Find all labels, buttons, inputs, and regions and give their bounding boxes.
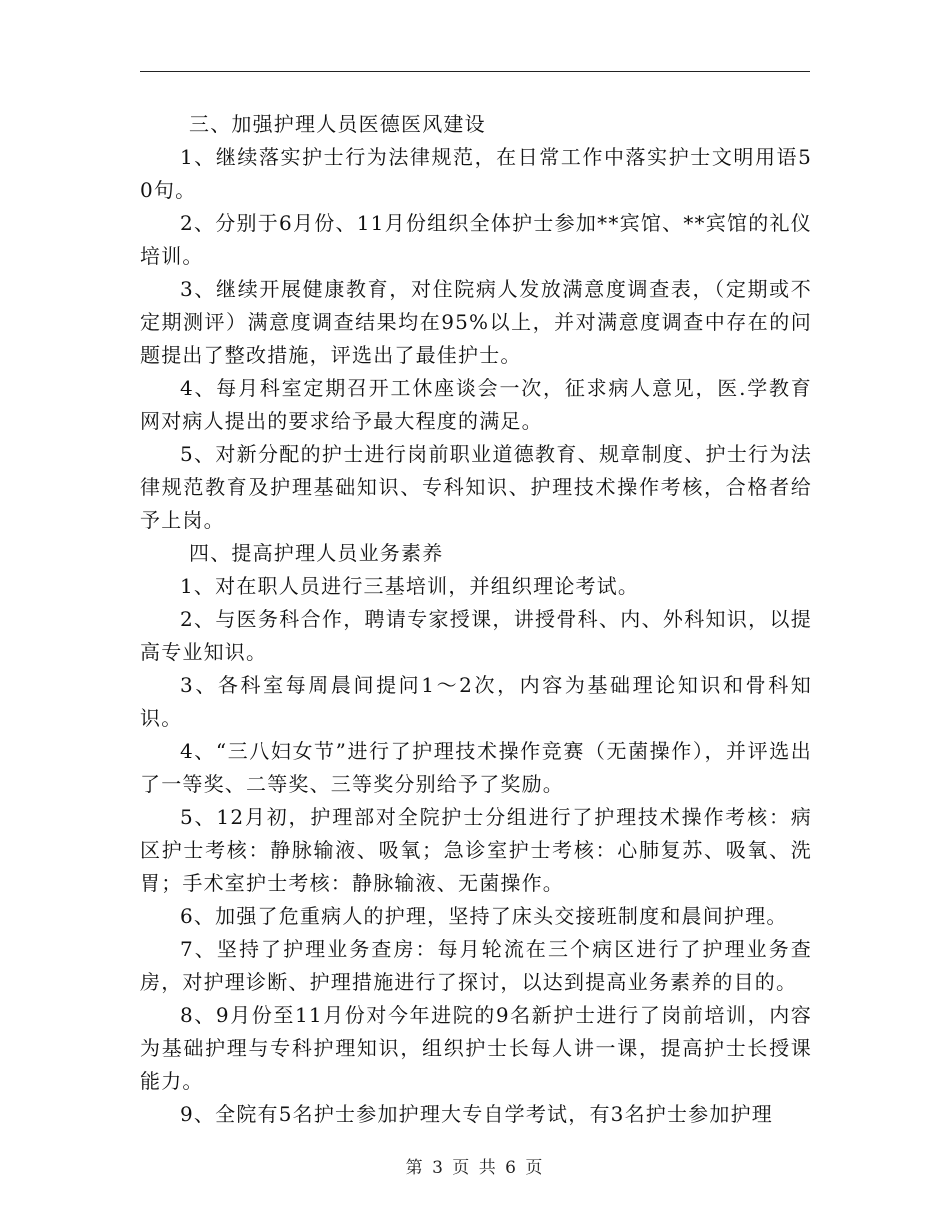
header-rule (140, 71, 810, 72)
paragraph: 2、分别于6月份、11月份组织全体护士参加**宾馆、**宾馆的礼仪培训。 (140, 211, 812, 268)
paragraph: 6、加强了危重病人的护理，坚持了床头交接班制度和晨间护理。 (180, 904, 788, 928)
paragraph: 1、对在职人员进行三基培训，并组织理论考试。 (180, 574, 640, 598)
section-heading: 四、提高护理人员业务素养 (189, 541, 444, 565)
paragraph: 9、全院有5名护士参加护理大专自学考试，有3名护士参加护理 (180, 1102, 773, 1126)
paragraph: 4、每月科室定期召开工休座谈会一次，征求病人意见，医.学教育网对病人提出的要求给予最大程度的满足。 (140, 376, 812, 433)
page-number-footer: 第 3 页 共 6 页 (405, 1158, 545, 1178)
paragraph: 5、对新分配的护士进行岗前职业道德教育、规章制度、护士行为法律规范教育及护理基础知识、专科知识、护理技术操作考核，合格者给予上岗。 (140, 442, 812, 532)
document-body (140, 108, 812, 1131)
paragraph: 5、12月初，护理部对全院护士分组进行了护理技术操作考核：病区护士考核：静脉输液、吸氧；急诊室护士考核：心肺复苏、吸氧、洗胃；手术室护士考核：静脉输液、无菌操作。 (140, 805, 812, 895)
paragraph: 7、坚持了护理业务查房：每月轮流在三个病区进行了护理业务查房，对护理诊断、护理措施进行了探讨，以达到提高业务素养的目的。 (140, 937, 812, 994)
paragraph: 3、各科室每周晨间提问1～2次，内容为基础理论知识和骨科知识。 (140, 673, 812, 730)
paragraph: 1、继续落实护士行为法律规范，在日常工作中落实护士文明用语50句。 (140, 145, 812, 202)
section-heading: 三、加强护理人员医德医风建设 (189, 112, 486, 136)
paragraph: 3、继续开展健康教育，对住院病人发放满意度调查表，（定期或不定期测评）满意度调查结果均在95%以上，并对满意度调查中存在的问题提出了整改措施，评选出了最佳护士。 (140, 277, 812, 367)
paragraph: 4、“三八妇女节”进行了护理技术操作竞赛（无菌操作），并评选出了一等奖、二等奖、三等奖分别给予了奖励。 (140, 739, 812, 796)
paragraph: 8、9月份至11月份对今年进院的9名新护士进行了岗前培训，内容为基础护理与专科护理知识，组织护士长每人讲一课，提高护士长授课能力。 (140, 1003, 812, 1093)
paragraph: 2、与医务科合作，聘请专家授课，讲授骨科、内、外科知识，以提高专业知识。 (140, 607, 812, 664)
